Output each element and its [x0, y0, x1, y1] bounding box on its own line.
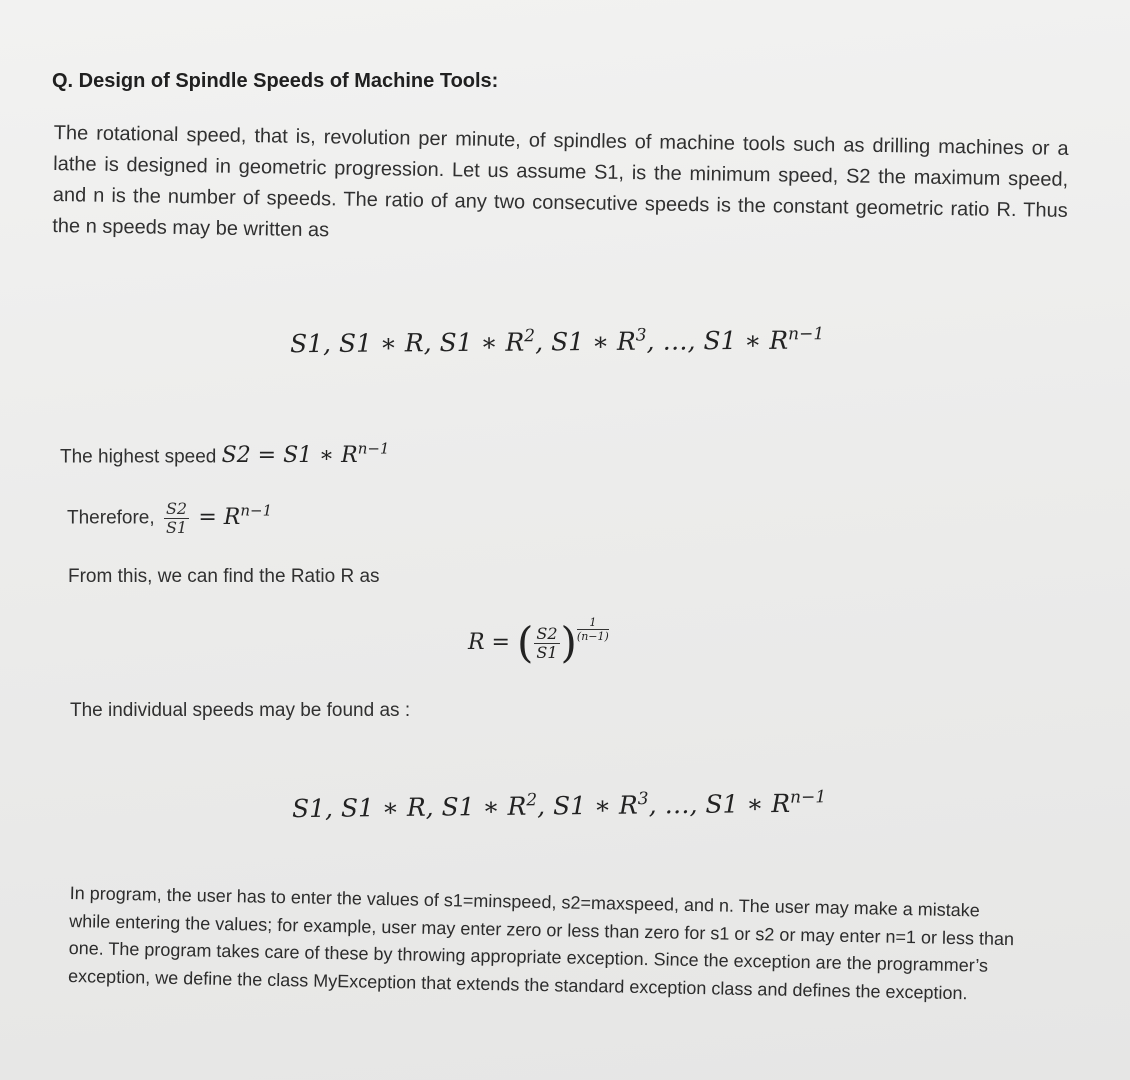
highest-speed-formula — [221, 440, 390, 469]
therefore-line — [67, 500, 272, 537]
sequence-exponent: 3 — [637, 789, 649, 810]
right-paren: ) — [560, 618, 577, 667]
sequence-exponent: n−1 — [789, 787, 827, 808]
sequence-part: S1, S1 ∗ R, S1 ∗ R — [291, 791, 527, 824]
therefore-label: Therefore, — [67, 507, 155, 529]
rhs-exponent: n−1 — [240, 501, 273, 520]
individual-speeds-line: The individual speeds may be found as : — [70, 700, 411, 721]
ratio-lhs: R = — [468, 630, 510, 655]
question-heading: Q. Design of Spindle Speeds of Machine Tools: — [52, 70, 499, 92]
formula-exponent: n−1 — [357, 440, 390, 458]
sequence-exponent: 3 — [635, 325, 647, 346]
from-this-line: From this, we can find the Ratio R as — [68, 566, 380, 587]
speed-ratio-fraction — [164, 500, 189, 537]
ratio-exponent — [577, 616, 609, 643]
sequence-exponent: 2 — [524, 326, 536, 347]
left-paren: ( — [517, 618, 534, 667]
ratio-numerator: S2 — [536, 623, 558, 643]
speed-sequence-formula — [290, 324, 824, 358]
rhs-text: = R — [198, 504, 241, 530]
sequence-part: , …, S1 ∗ R — [646, 325, 789, 356]
sequence-part: , …, S1 ∗ R — [648, 788, 791, 820]
fraction-numerator: S2 — [165, 499, 188, 518]
fraction-denominator: S1 — [165, 518, 188, 537]
highest-speed-label: The highest speed — [60, 446, 217, 468]
ratio-formula — [468, 616, 609, 667]
intro-paragraph: The rotational speed, that is, revolution per minute, of spindles of machine tools such as drilling machines or a lathe is designed in geometric progression. Let us assume S1, is the minimum speed, S2 the maximum speed, and n is the number of speeds. The ratio of any two consecutive speeds is the constant geometric ratio R. Thus the n speeds may be written as — [52, 121, 1069, 242]
formula-text: S2 = S1 ∗ R — [221, 443, 358, 469]
sequence-exponent: n−1 — [788, 324, 825, 345]
sequence-part: , S1 ∗ R — [536, 790, 638, 821]
sequence-exponent: 2 — [526, 790, 538, 811]
exponent-numerator: 1 — [577, 616, 609, 630]
ratio-fraction — [534, 625, 559, 662]
therefore-rhs — [198, 501, 273, 530]
exponent-denominator: (n−1) — [576, 630, 609, 643]
program-description-paragraph: In program, the user has to enter the values of s1=minspeed, s2=maxspeed, and n. The user may make a mistake while entering the values; for example, user may enter zero or less than zero for s1 or s2 or may enter n=1 or less than one. The program takes care of these by throwing appropriate exception. Since the exception are the programmer’s exception, we define the class MyException that extends the standard exception class and defines the exception. — [67, 882, 1015, 1003]
individual-speed-sequence-formula — [292, 787, 826, 823]
highest-speed-line — [60, 440, 389, 468]
sequence-part: S1, S1 ∗ R, S1 ∗ R — [289, 327, 525, 359]
sequence-part: , S1 ∗ R — [535, 326, 636, 357]
ratio-denominator: S1 — [536, 642, 558, 662]
